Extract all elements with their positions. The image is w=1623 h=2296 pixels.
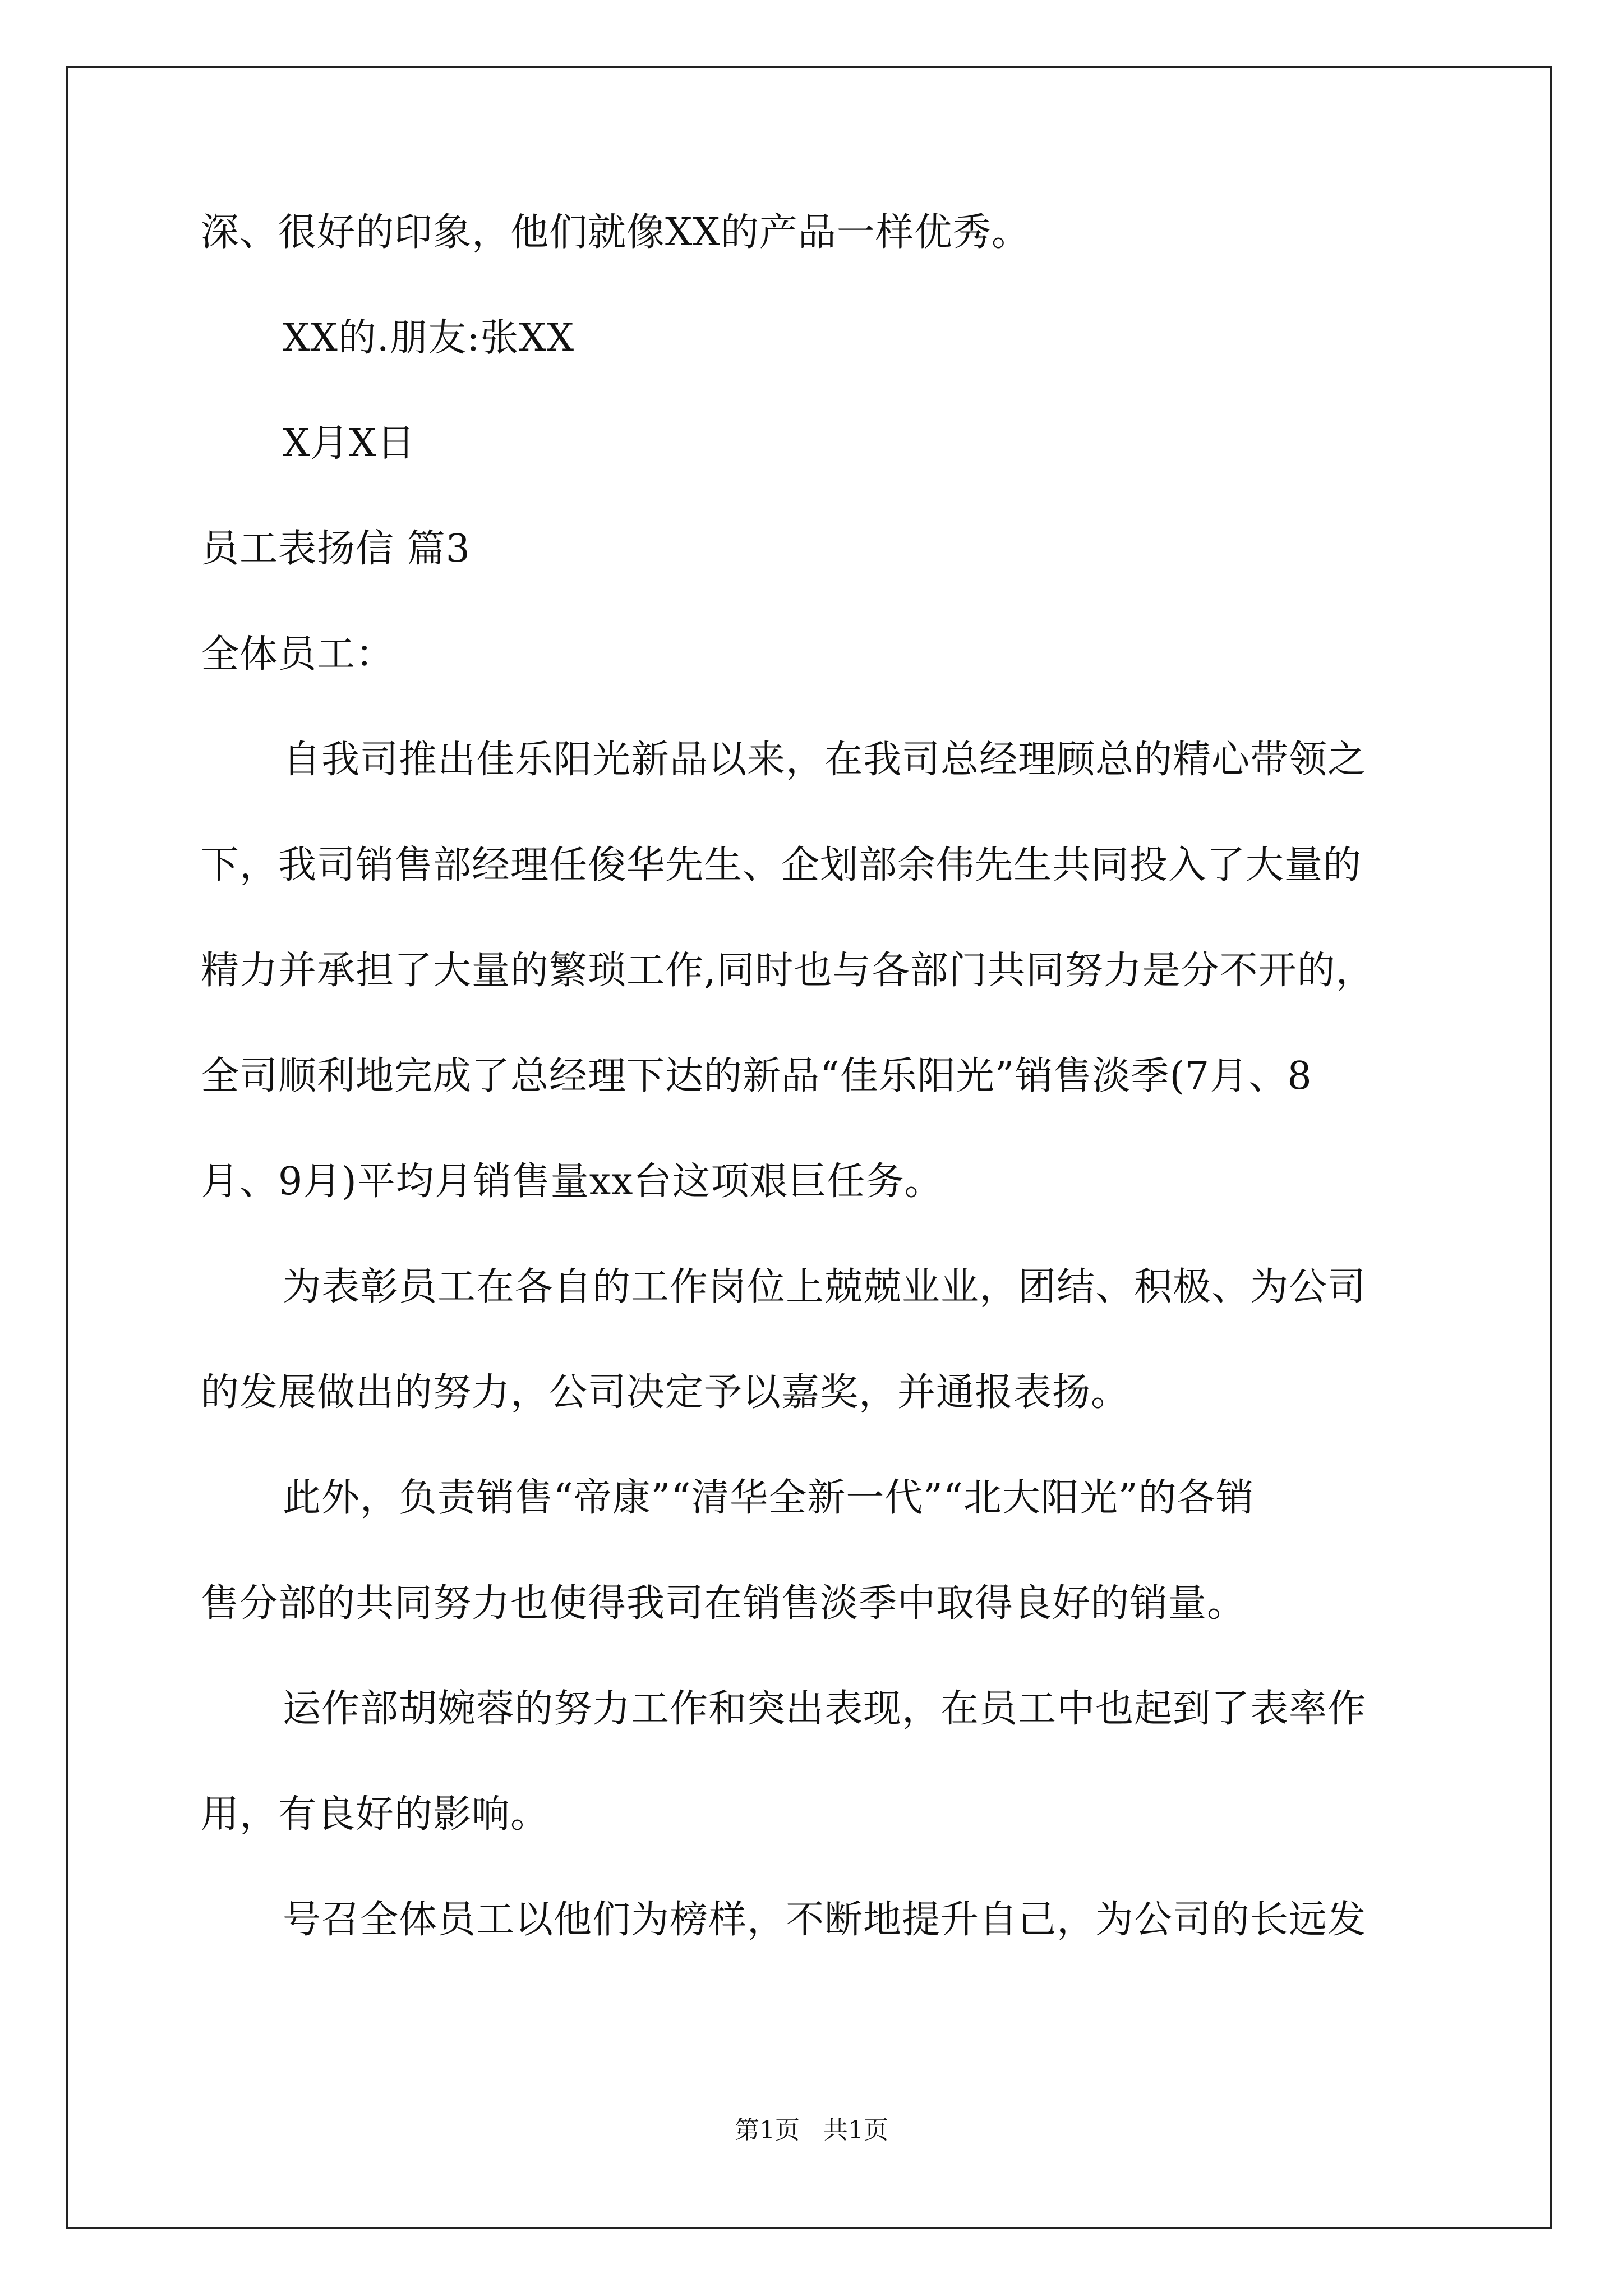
page-number-total: 共1页 <box>823 2116 888 2145</box>
text-line: 用，有良好的影响。 <box>201 1792 550 1837</box>
text-line: 深、很好的印象，他们就像XX的产品一样优秀。 <box>201 210 1030 255</box>
text-line: 自我司推出佳乐阳光新品以来，在我司总经理顾总的精心带领之 <box>283 738 1367 782</box>
salutation: 全体员工： <box>201 632 395 677</box>
signature-line: XX的.朋友:张XX <box>283 316 575 360</box>
text-line: 月、9月)平均月销售量xx台这项艰巨任务。 <box>201 1159 943 1204</box>
text-line: 下，我司销售部经理任俊华先生、企划部余伟先生共同投入了大量的 <box>201 843 1362 887</box>
text-line: 全司顺利地完成了总经理下达的新品“佳乐阳光”销售淡季(7月、8 <box>201 1054 1312 1098</box>
page-footer <box>0 2114 1623 2147</box>
text-line: 此外，负责销售“帝康”“清华全新一代”“北大阳光”的各销 <box>283 1476 1255 1520</box>
text-line: 售分部的共同努力也使得我司在销售淡季中取得良好的销量。 <box>201 1581 1246 1626</box>
text-line: 精力并承担了大量的繁琐工作,同时也与各部门共同努力是分不开的， <box>201 949 1375 993</box>
text-line: 为表彰员工在各自的工作岗位上兢兢业业，团结、积极、为公司 <box>283 1265 1367 1309</box>
text-line: 运作部胡婉蓉的努力工作和突出表现，在员工中也起到了表率作 <box>283 1687 1367 1731</box>
date-line: X月X日 <box>283 421 416 466</box>
text-line: 的发展做出的努力，公司决定予以嘉奖，并通报表扬。 <box>201 1370 1130 1415</box>
section-title: 员工表扬信 篇3 <box>201 527 471 571</box>
page-number-current: 第1页 <box>735 2116 800 2145</box>
text-line: 号召全体员工以他们为榜样，不断地提升自己，为公司的长远发 <box>283 1898 1367 1942</box>
